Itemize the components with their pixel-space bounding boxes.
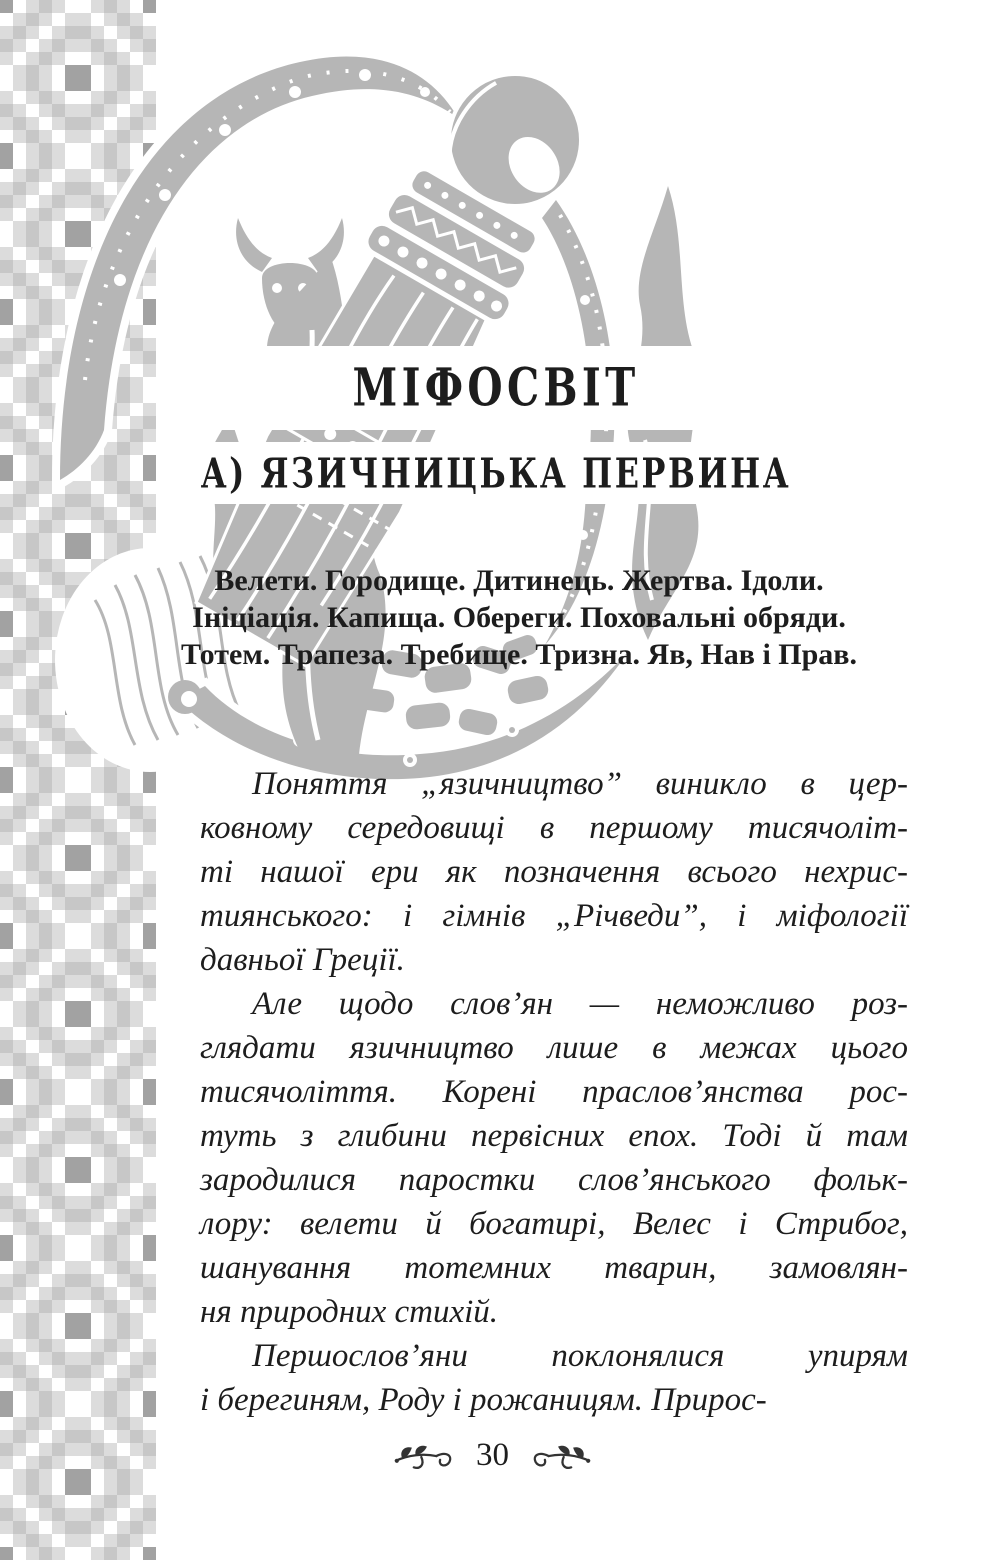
- page-title: МІФОСВІТ: [352, 357, 640, 419]
- body-line: шанування тотемних тварин, замовлян-: [200, 1250, 908, 1286]
- body-line: глядати язичництво лише в межах цього: [200, 1030, 908, 1066]
- keyword-line: Велети. Городище. Дитинець. Жертва. Ідоли.: [214, 564, 824, 597]
- body-line: тиянського: і гімнів „Річведи”, і міфології: [200, 898, 908, 934]
- keyword-line: Ініціація. Капища. Обереги. Поховальні обряди.: [192, 601, 846, 634]
- body-line: Але щодо слов’ян — неможливо роз-: [252, 986, 908, 1022]
- body-line: ті нашої ери як позначення всього нехрис-: [200, 854, 908, 890]
- body-line: зародилися паростки слов’янського фольк-: [200, 1162, 908, 1198]
- subtitle-band: [158, 442, 985, 504]
- page-number: 30: [476, 1436, 509, 1473]
- body-line: ковному середовищі в першому тисячоліт-: [200, 810, 908, 846]
- floral-flourish-left-icon: [392, 1441, 460, 1473]
- floral-flourish-right-icon: [525, 1441, 593, 1473]
- body-line: давньої Греції.: [200, 942, 405, 978]
- body-line: ня природних стихій.: [200, 1294, 499, 1330]
- body-line: тисячоліття. Корені праслов’янства рос-: [200, 1074, 908, 1110]
- title-band: [158, 346, 985, 430]
- page-footer: [0, 1434, 985, 1480]
- page-subtitle: А) ЯЗИЧНИЦЬКА ПЕРВИНА: [200, 448, 792, 498]
- body-line: туть з глибини первісних епох. Тоді й там: [200, 1118, 908, 1154]
- keywords-block: [160, 562, 878, 673]
- keyword-line: Тотем. Трапеза. Требище. Тризна. Яв, Нав і Прав.: [181, 638, 857, 671]
- body-line: Поняття „язичництво” виникло в цер-: [252, 766, 908, 802]
- body-text: [200, 762, 908, 1422]
- body-line: і берегиням, Роду і рожаницям. Прирос-: [200, 1382, 767, 1418]
- body-line: Першослов’яни поклонялися упирям: [252, 1338, 908, 1374]
- body-line: лору: велети й богатирі, Велес і Стрибог,: [200, 1206, 908, 1242]
